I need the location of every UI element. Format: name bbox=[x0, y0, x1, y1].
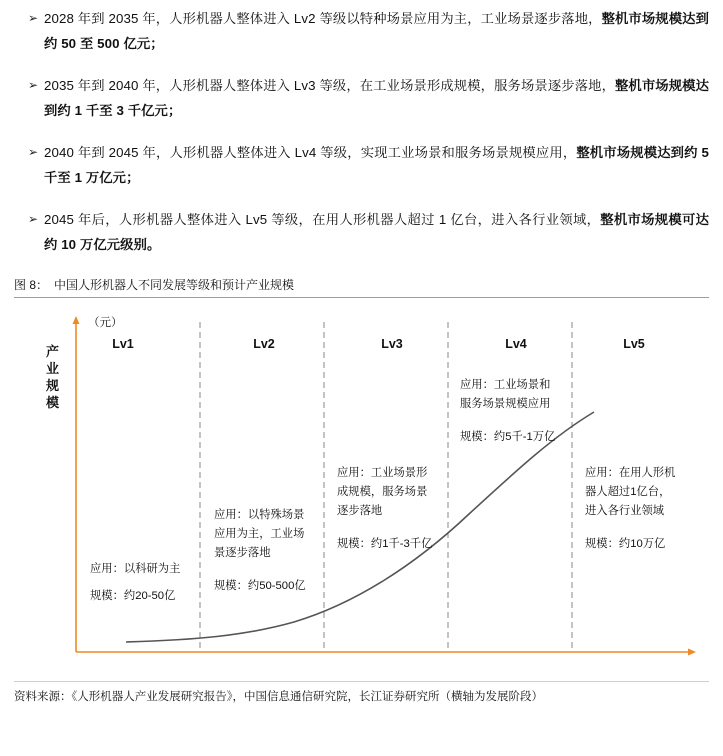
annotation-lv3-scale: 规模：约1千-3千亿 bbox=[337, 538, 433, 550]
bullet-marker-icon: ➢ bbox=[28, 145, 39, 159]
y-axis-unit: （元） bbox=[88, 317, 123, 329]
list-item bbox=[14, 6, 709, 56]
bullet-marker-icon: ➢ bbox=[28, 212, 39, 226]
bullet-text bbox=[44, 6, 709, 56]
bullet-text-bold: 整机市场规模达到约 50 至 500 亿元； bbox=[44, 11, 709, 51]
bullet-text-plain: 2028 年到 2035 年，人形机器人整体进入 Lv2 等级以特种场景应用为主，工业场景逐步落地， bbox=[44, 11, 602, 26]
bullet-text-bold: 整机市场规模可达约 10 万亿元级别。 bbox=[44, 212, 709, 252]
annotation-lv1-scale: 规模：约20-50亿 bbox=[90, 590, 176, 602]
growth-curve-line bbox=[126, 412, 594, 642]
figure-caption bbox=[14, 274, 709, 298]
zone-label-lv4: Lv4 bbox=[505, 337, 527, 351]
annotation-lv5-scale: 规模：约10万亿 bbox=[585, 538, 666, 550]
annotation-lv3-application: 应用：工业场景形 成规模，服务场景 逐步落地 bbox=[337, 467, 428, 517]
bullet-text-plain: 2040 年到 2045 年，人形机器人整体进入 Lv4 等级，实现工业场景和服务场景规模应用， bbox=[44, 145, 577, 160]
figure-label: 图 8： bbox=[14, 278, 49, 292]
bullet-marker-icon: ➢ bbox=[28, 11, 39, 25]
annotation-lv1-application: 应用：以科研为主 bbox=[90, 563, 181, 575]
y-axis-arrow-icon bbox=[73, 316, 80, 324]
chart-container bbox=[14, 304, 709, 679]
list-item bbox=[14, 207, 709, 257]
zone-label-lv1: Lv1 bbox=[112, 337, 134, 351]
source-note: 资料来源：《人形机器人产业发展研究报告》，中国信息通信研究院，长江证券研究所（横轴为发展阶段） bbox=[14, 681, 709, 704]
zone-label-lv2: Lv2 bbox=[253, 337, 275, 351]
bullet-text-plain: 2045 年后，人形机器人整体进入 Lv5 等级，在用人形机器人超过 1 亿台，进入各行业领域， bbox=[44, 212, 601, 227]
annotation-lv4-scale: 规模：约5千-1万亿 bbox=[460, 431, 556, 443]
list-item bbox=[14, 73, 709, 123]
x-axis-arrow-icon bbox=[688, 649, 696, 656]
annotation-lv2-application: 应用：以特殊场景 应用为主，工业场 景逐步落地 bbox=[214, 509, 305, 559]
bullet-text-plain: 2035 年到 2040 年，人形机器人整体进入 Lv3 等级，在工业场景形成规模，服务场景逐步落地， bbox=[44, 78, 615, 93]
bullet-marker-icon: ➢ bbox=[28, 78, 39, 92]
annotation-lv4-application: 应用：工业场景和 服务场景规模应用 bbox=[460, 379, 551, 410]
y-axis-title: 产 业 规 模 bbox=[46, 344, 60, 410]
annotation-lv2-scale: 规模：约50-500亿 bbox=[214, 580, 306, 592]
annotation-lv5-application: 应用：在用人形机 器人超过1亿台， 进入各行业领域 bbox=[585, 467, 676, 517]
bullet-text bbox=[44, 140, 709, 190]
bullet-text bbox=[44, 73, 709, 123]
bullet-list bbox=[14, 6, 709, 257]
list-item bbox=[14, 140, 709, 190]
zone-label-lv5: Lv5 bbox=[623, 337, 645, 351]
bullet-text-bold: 整机市场规模达到约 1 千至 3 千亿元； bbox=[44, 78, 709, 118]
bullet-text-bold: 整机市场规模达到约 5 千至 1 万亿元； bbox=[44, 145, 709, 185]
bullet-text bbox=[44, 207, 709, 257]
figure-title: 中国人形机器人不同发展等级和预计产业规模 bbox=[54, 278, 295, 292]
growth-curve-chart bbox=[14, 304, 709, 679]
zone-label-lv3: Lv3 bbox=[381, 337, 403, 351]
